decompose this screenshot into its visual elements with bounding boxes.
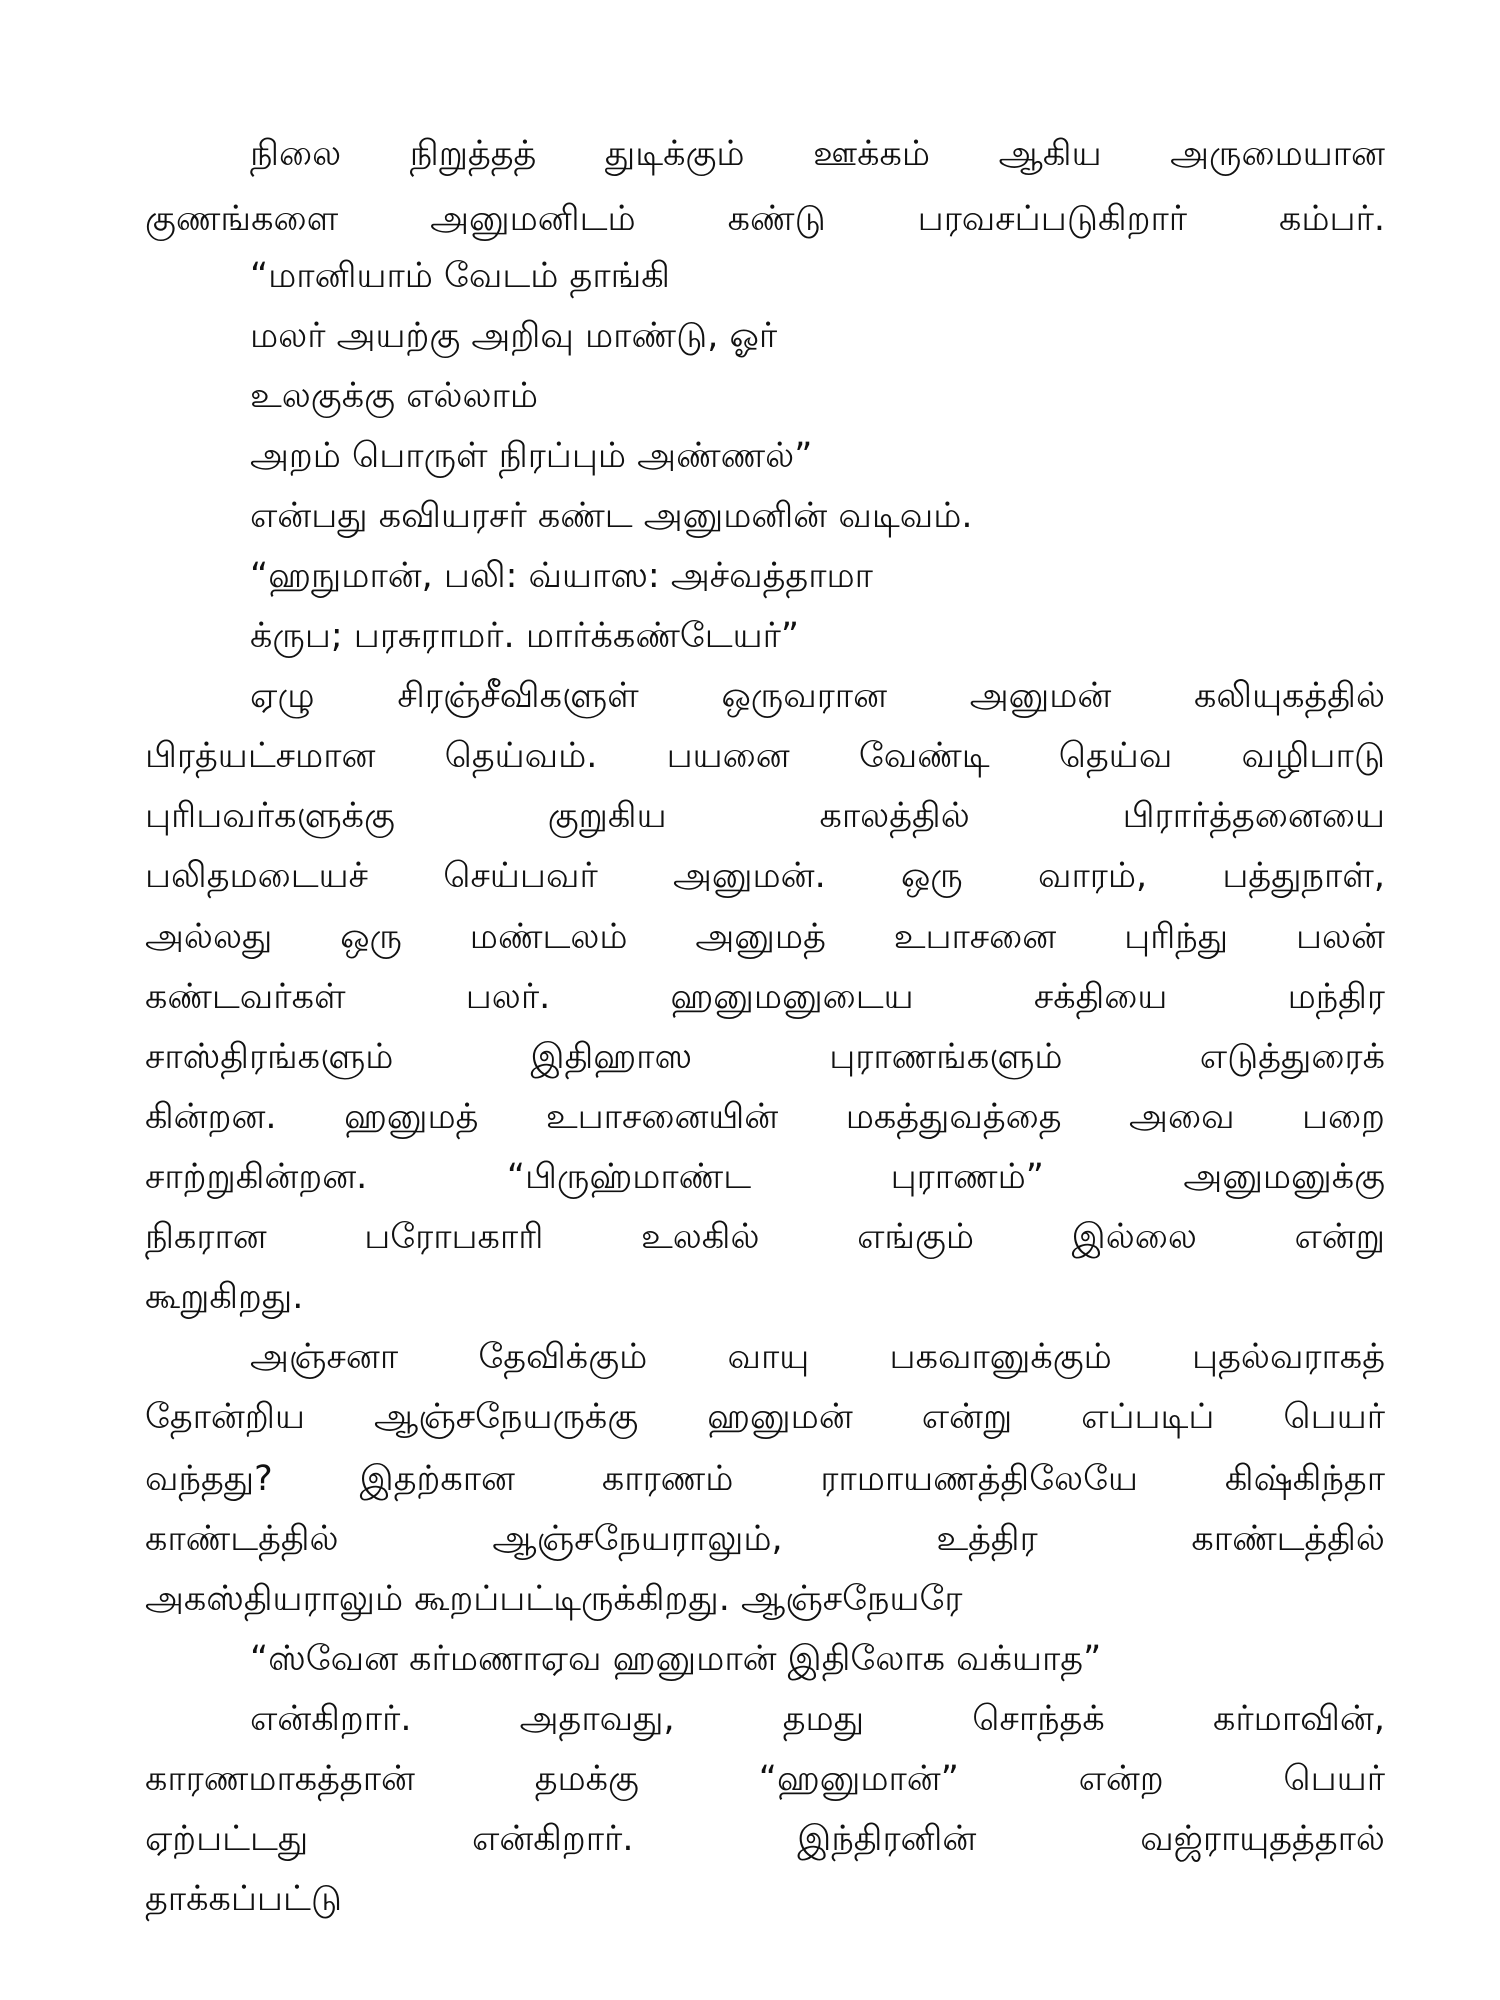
paragraph-line: பலிதமடையச் செய்பவர் அனுமன். ஒரு வாரம், பத்துநாள், bbox=[145, 856, 1385, 896]
paragraph-line: காண்டத்தில் ஆஞ்சநேயராலும், உத்திர காண்டத்தில் bbox=[145, 1519, 1385, 1559]
paragraph-line: கூறுகிறது. bbox=[145, 1277, 304, 1317]
paragraph-line: சாற்றுகின்றன. “பிருஹ்மாண்ட புராணம்” அனுமனுக்கு bbox=[145, 1157, 1385, 1197]
paragraph-line: பிரத்யட்சமான தெய்வம். பயனை வேண்டி தெய்வ வழிபாடு bbox=[145, 736, 1385, 776]
paragraph-line: தோன்றிய ஆஞ்சநேயருக்கு ஹனுமன் என்று எப்படிப் பெயர் bbox=[145, 1397, 1385, 1437]
verse-line: மலர் அயற்கு அறிவு மாண்டு, ஓர் bbox=[250, 316, 778, 356]
paragraph-line: சாஸ்திரங்களும் இதிஹாஸ புராணங்களும் எடுத்துரைக் bbox=[145, 1037, 1385, 1077]
verse-line: “மானியாம் வேடம் தாங்கி bbox=[250, 256, 670, 296]
verse-line: க்ருப; பரசுராமர். மார்க்கண்டேயர்” bbox=[250, 616, 799, 656]
paragraph-line: அகஸ்தியராலும் கூறப்பட்டிருக்கிறது. ஆஞ்சநேயரே bbox=[145, 1579, 963, 1619]
paragraph-line: புரிபவர்களுக்கு குறுகிய காலத்தில் பிரார்த்தனையை bbox=[145, 796, 1385, 836]
paragraph-line: ஏற்பட்டது என்கிறார். இந்திரனின் வஜ்ராயுதத்தால் bbox=[145, 1819, 1385, 1859]
paragraph-line: தாக்கப்பட்டு bbox=[145, 1879, 343, 1919]
paragraph-line: அல்லது ஒரு மண்டலம் அனுமத் உபாசனை புரிந்து பலன் bbox=[145, 917, 1385, 957]
paragraph-line: காரணமாகத்தான் தமக்கு “ஹனுமான்” என்ற பெயர் bbox=[145, 1759, 1385, 1799]
verse-line: அறம் பொருள் நிரப்பும் அண்ணல்” bbox=[250, 436, 813, 476]
paragraph-line: கின்றன. ஹனுமத் உபாசனையின் மகத்துவத்தை அவை பறை bbox=[145, 1097, 1385, 1137]
paragraph-line: கண்டவர்கள் பலர். ஹனுமனுடைய சக்தியை மந்திர bbox=[145, 977, 1385, 1017]
paragraph-line: என்கிறார். அதாவது, தமது சொந்தக் கர்மாவின், bbox=[250, 1699, 1385, 1739]
paragraph-line: நிலை நிறுத்தத் துடிக்கும் ஊக்கம் ஆகிய அருமையான bbox=[250, 134, 1385, 174]
verse-line: உலகுக்கு எல்லாம் bbox=[250, 376, 538, 416]
quote-line: “ஸ்வேன கர்மணாஏவ ஹனுமான் இதிலோக வக்யாத” bbox=[250, 1639, 1102, 1679]
verse-line: “ஹநுமான், பலி: வ்யாஸ: அச்வத்தாமா bbox=[250, 556, 873, 596]
paragraph-line: என்பது கவியரசர் கண்ட அனுமனின் வடிவம். bbox=[250, 496, 973, 536]
paragraph-line: அஞ்சனா தேவிக்கும் வாயு பகவானுக்கும் புதல்வராகத் bbox=[250, 1337, 1385, 1377]
paragraph-line: நிகரான பரோபகாரி உலகில் எங்கும் இல்லை என்று bbox=[145, 1217, 1385, 1257]
paragraph-line: ஏழு சிரஞ்சீவிகளுள் ஒருவரான அனுமன் கலியுகத்தில் bbox=[250, 676, 1385, 716]
paragraph-line: வந்தது? இதற்கான காரணம் ராமாயணத்திலேயே கிஷ்கிந்தா bbox=[145, 1459, 1385, 1499]
paragraph-line: குணங்களை அனுமனிடம் கண்டு பரவசப்படுகிறார் கம்பர். bbox=[145, 199, 1385, 239]
